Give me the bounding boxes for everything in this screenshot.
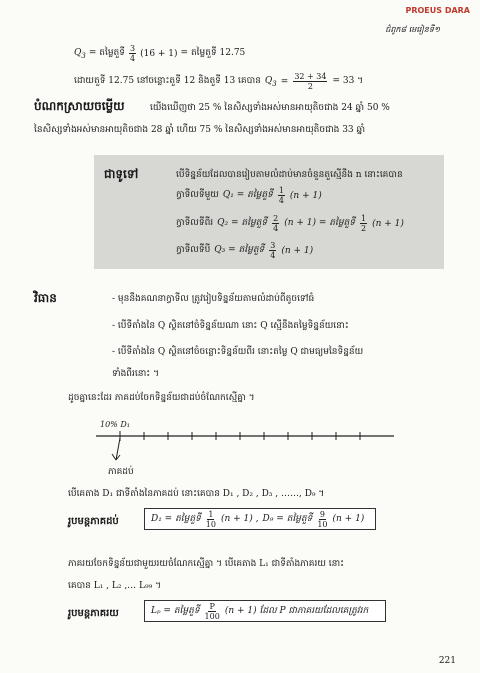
q3-expr: (16 + 1): [140, 48, 178, 59]
percentile-f1: Lₚ = តម្លៃតួទី: [151, 605, 200, 616]
method-item-1: - មុននឹងគណនាក្វាទីល ត្រូវរៀបទិន្នន័យតាមលំដាប់ពីតូចទៅធំ: [112, 294, 315, 304]
percentile-f1-tail: (n + 1) ដែល P ជាភាគរយដែលគេត្រូវរក: [224, 605, 369, 616]
interpretation-label: បំណកស្រាយចម្លើយ: [34, 99, 125, 113]
brand-header: PROEUS DARA: [405, 6, 470, 15]
q3-symbol: $Q_3$: [74, 47, 86, 60]
q3-result-symbol: $Q_3$: [264, 75, 277, 88]
q1-formula: Q₁ = តម្លៃតួទី: [222, 190, 273, 200]
decile-formula-label: រូបមន្តភាគដប់: [68, 516, 119, 527]
decile-f2-fraction: $\frac{9}{10}$: [317, 509, 328, 529]
method-item-2: - បើទីតាំងនៃ Q ស្ថិតនៅចំទិន្នន័យណា នោះ Q ស្មើនឹងតម្លៃទិន្នន័យនោះ: [112, 321, 349, 331]
interpretation-line2: នៃសិស្សទាំងអស់មានអាយុតិចជាង 28 ឆ្នាំ ហើយ 75 % នៃសិស្សទាំងអស់មានអាយុតិចជាង 33 ឆ្នាំ: [34, 125, 366, 135]
q3-row: [176, 241, 313, 260]
page-number: 221: [438, 656, 456, 666]
q3-result-value: = 33 ។: [332, 76, 364, 86]
q1-tail: (n + 1): [289, 190, 322, 201]
chapter-header: ជំពូក៨ មេរៀនទី១: [385, 25, 440, 34]
decile-f1-tail: (n + 1) ,: [220, 514, 259, 524]
q3-formula-line: [74, 44, 245, 63]
method-label: វិធាន: [34, 291, 57, 305]
q2-fraction-2: $\frac{1}{2}$: [360, 214, 367, 233]
interpretation-line1: យើងឃើញថា 25 % នៃសិស្សទាំងអស់មានអាយុតិចជាង 24 ឆ្នាំ 50 %: [150, 103, 390, 113]
q1-fraction: $\frac{1}{4}$: [278, 186, 284, 205]
q3-eq1: = តម្លៃតួទី: [88, 48, 125, 58]
decile-f1-fraction: $\frac{1}{10}$: [205, 509, 216, 529]
q3-result-line: ដោយតួទី 12.75 នៅចន្លោះតួទី 12 និងតួទី 13 គេបាន $Q_3$ = $\frac{32 + 34}{2}$ = 33 ។: [74, 72, 364, 91]
q3-fraction: $\frac{3}{4}$: [129, 44, 136, 63]
q3-row-formula: Q₃ = តម្លៃតួទី: [214, 245, 265, 255]
percentiles-line1: ភាគរយចែកទិន្នន័យជាមួយរយចំណែកស្មើគ្នា ។ បើគេតាង L₁ ជាទីតាំងភាគរយ នោះ: [68, 559, 345, 569]
q3-eq2: = តម្លៃតួទី 12.75: [180, 48, 246, 58]
percentile-formula-label: រូបមន្តភាគរយ: [68, 608, 119, 619]
method-item-3: - បើទីតាំងនៃ Q ស្ថិតនៅចំចន្លោះទិន្នន័យពីរ នោះតម្លៃ Q ជាមធ្យមនៃទិន្នន័យ: [112, 347, 364, 357]
deciles-line: បើគេតាង D₁ ជាទីតាំងនៃភាគដប់ នោះគេបាន D₁ , D₂ , D₃ , ……, D₉ ។: [68, 489, 325, 499]
q2-tail: (n + 1): [372, 218, 404, 229]
decile-arrow-label: ភាគដប់: [108, 467, 134, 477]
decile-marker-label: 10% D₁: [100, 420, 130, 429]
q3-result-text: ដោយតួទី 12.75 នៅចន្លោះតួទី 12 និងតួទី 13 គេបាន: [74, 76, 261, 86]
general-label: ជាទូទៅ: [104, 167, 139, 181]
q2-label: ក្វាទីលទីពីរ: [176, 218, 214, 228]
decile-number-line: [96, 428, 396, 468]
q2-mid: (n + 1) = តម្លៃតួទី: [284, 218, 355, 228]
q3-row-tail: (n + 1): [281, 245, 314, 256]
method-item-4: ទាំងពីរនោះ ។: [112, 369, 160, 379]
deciles-intro: ដូចគ្នានេះដែរ ភាគដប់ចែកទិន្នន័យជាដប់ចំណែកស្មើគ្នា ។: [68, 393, 255, 403]
q2-fraction: $\frac{2}{4}$: [273, 214, 279, 233]
percentile-formula-box: [144, 600, 386, 622]
q1-row: [176, 186, 322, 205]
q3-row-fraction: $\frac{3}{4}$: [270, 241, 276, 260]
q3-label: ក្វាទីលទីបី: [176, 245, 211, 255]
q2-row: [176, 214, 404, 233]
q3-result-fraction: $\frac{32 + 34}{2}$: [294, 72, 327, 91]
decile-f2-tail: (n + 1): [332, 514, 365, 524]
decile-formula-box: [144, 508, 376, 530]
general-intro: បើទិន្នន័យដែលបានរៀបតាមលំដាប់មានចំនួនតួស្មើនឹង n នោះគេបាន: [176, 170, 403, 180]
q2-formula: Q₂ = តម្លៃតួទី: [217, 218, 268, 228]
percentiles-line2: គេបាន L₁ , L₂ ,… L₉₉ ។: [68, 581, 162, 591]
q1-label: ក្វាទីលទីមួយ: [176, 190, 219, 200]
decile-arrow: [112, 438, 120, 460]
decile-f1: D₁ = តម្លៃតួទី: [151, 513, 201, 524]
decile-f2: D₉ = តម្លៃតួទី: [262, 513, 313, 524]
percentile-f1-fraction: $\frac{P}{100}$: [204, 601, 220, 621]
